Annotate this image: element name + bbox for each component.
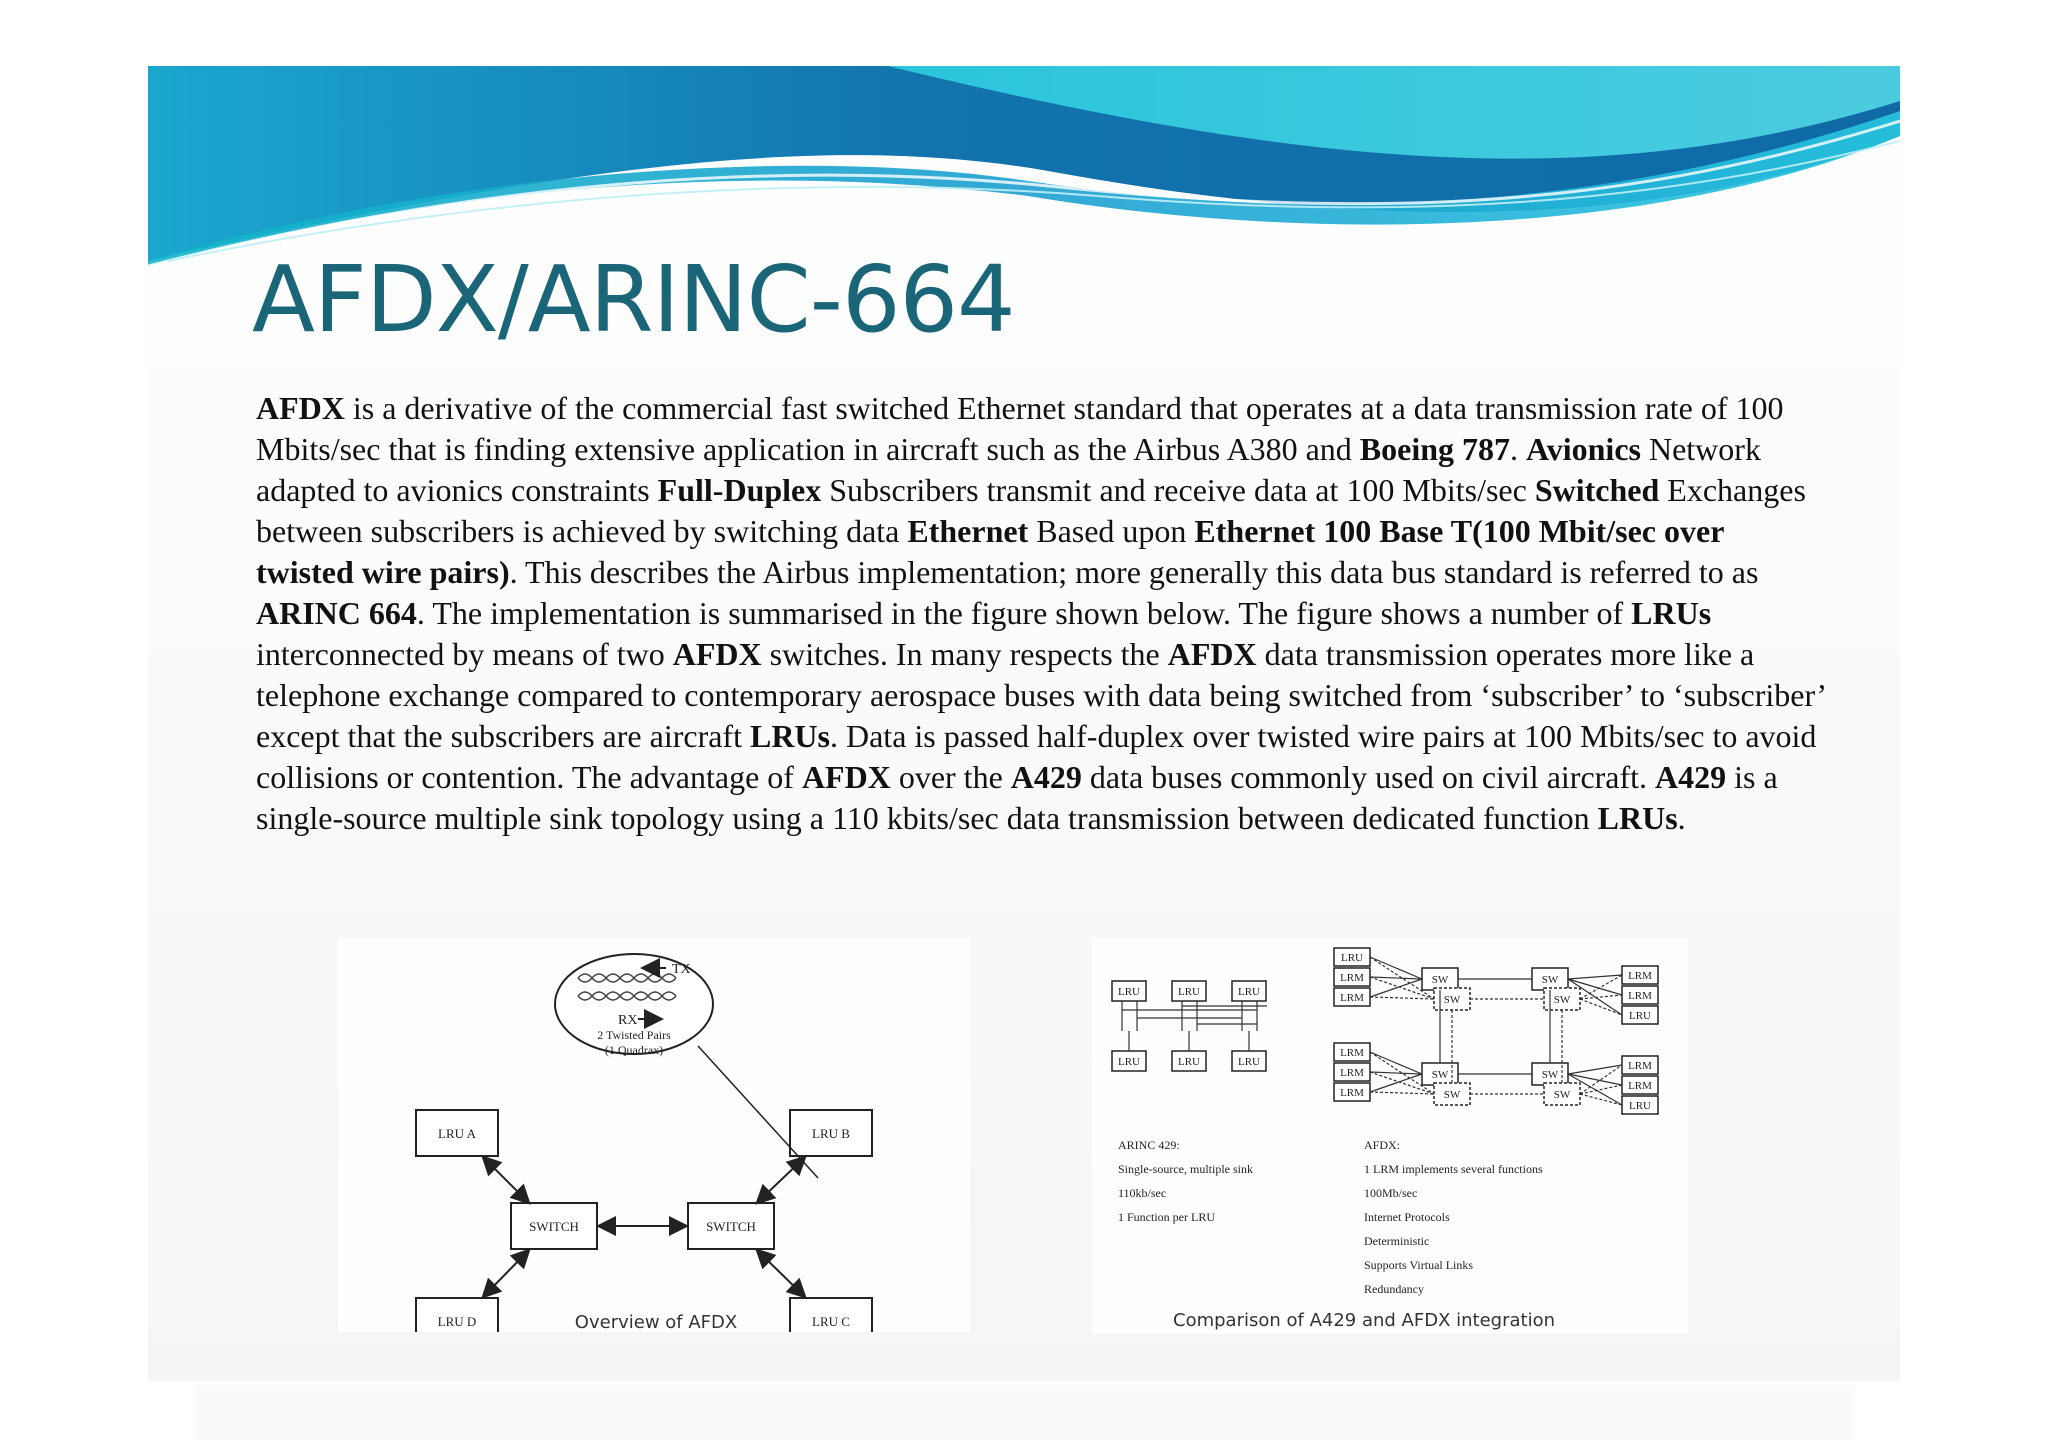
slide-title: AFDX/ARINC-664 (252, 246, 1015, 353)
text-run: Exchanges between subscribers is achieved by switching data (256, 472, 1806, 549)
afdx-left-bottom-lrm-3 (1334, 1083, 1370, 1101)
afdx-line-2: 100Mb/sec (1364, 1186, 1418, 1200)
connector-line (1370, 979, 1422, 997)
svg-text:LRM: LRM (1340, 992, 1364, 1004)
svg-text:LRU: LRU (1341, 952, 1363, 964)
connector-line (1370, 997, 1434, 999)
svg-text:SWITCH: SWITCH (529, 1219, 579, 1234)
svg-text:LRM: LRM (1628, 1060, 1652, 1072)
connector-line (1370, 1074, 1422, 1092)
bold-term: Ethernet (907, 513, 1029, 549)
connector-line (1370, 957, 1422, 979)
arinc-line-1: Single-source, multiple sink (1118, 1162, 1253, 1176)
svg-text:LRM: LRM (1628, 990, 1652, 1002)
afdx-left-bottom-lrm-1 (1334, 1043, 1370, 1061)
svg-text:LRU: LRU (1118, 1056, 1140, 1068)
afdx-line-6: Redundancy (1364, 1282, 1424, 1296)
text-run: Network adapted to avionics constraints (256, 431, 1761, 508)
bold-term: Boeing 787 (1359, 431, 1510, 467)
lru-a (416, 1110, 498, 1156)
afdx-left-top-lru-1 (1334, 948, 1370, 966)
connector-line (1568, 1065, 1622, 1074)
afdx-right-bottom-lru-3 (1622, 1096, 1658, 1114)
svg-text:LRU D: LRU D (437, 1314, 477, 1329)
text-run: data buses commonly used on civil aircraft. (1081, 759, 1656, 795)
connector-line (1370, 1052, 1422, 1074)
svg-text:LRM: LRM (1340, 972, 1364, 984)
bold-term: LRUs (749, 718, 830, 754)
afdx-right-top-lrm-1 (1622, 966, 1658, 984)
svg-text:SW: SW (1431, 1069, 1449, 1081)
svg-text:LRM: LRM (1628, 970, 1652, 982)
switch-left (511, 1203, 597, 1249)
bold-term: LRUs (1631, 595, 1712, 631)
svg-text:LRU B: LRU B (812, 1126, 850, 1141)
arinc-line-2: 110kb/sec (1118, 1186, 1167, 1200)
a429-lru-bottom-3 (1232, 1051, 1266, 1071)
a429-lru-bottom-1 (1112, 1051, 1146, 1071)
afdx-switch-2 (1532, 968, 1568, 990)
svg-text:SW: SW (1431, 974, 1449, 986)
bold-term: LRUs (1597, 800, 1678, 836)
text-run: . (1510, 431, 1526, 467)
lru-b (790, 1110, 872, 1156)
afdx-right-top-lrm-2 (1622, 986, 1658, 1004)
afdx-right-bottom-lrm-2 (1622, 1076, 1658, 1094)
svg-text:SW: SW (1541, 1069, 1559, 1081)
tx-label: TX (672, 962, 691, 977)
afdx-line-1: 1 LRM implements several functions (1364, 1162, 1543, 1176)
svg-text:SW: SW (1553, 1089, 1571, 1101)
slide (148, 66, 1900, 1381)
a429-lru-top-1 (1112, 981, 1146, 1001)
text-run: . Data is passed half-duplex over twisted wire pairs at 100 Mbits/sec to avoid collisions or contention. The advantage of (256, 718, 1817, 795)
a429-lru-top-3 (1232, 981, 1266, 1001)
text-run: is a single-source multiple sink topology using a 110 kbits/sec data transmission between dedicated function (256, 759, 1778, 836)
bold-term: AFDX (801, 759, 891, 795)
svg-text:LRU: LRU (1178, 1056, 1200, 1068)
bold-term: AFDX (1167, 636, 1257, 672)
text-run: is a derivative of the commercial fast switched Ethernet standard that operates at a data transmission rate of 100 Mbits/sec that is finding extensive application in aircraft such as the Airbus A380 and (256, 390, 1784, 467)
connector-line (1370, 1092, 1434, 1094)
page-bottom-shadow (195, 1385, 1855, 1440)
svg-text:LRU: LRU (1238, 986, 1260, 998)
svg-text:LRU A: LRU A (438, 1126, 476, 1141)
arinc-line-3: 1 Function per LRU (1118, 1210, 1215, 1224)
body-paragraph (256, 388, 1826, 839)
afdx-title: AFDX: (1364, 1138, 1401, 1152)
figure-right-caption: Comparison of A429 and AFDX integration (1173, 1310, 1555, 1331)
text-run: Subscribers transmit and receive data at 100 Mbits/sec (821, 472, 1535, 508)
svg-text:LRU: LRU (1118, 986, 1140, 998)
figure-left-caption: Overview of AFDX (574, 1312, 738, 1333)
svg-text:LRU: LRU (1629, 1010, 1651, 1022)
afdx-left-bottom-lrm-2 (1334, 1063, 1370, 1081)
svg-text:LRU: LRU (1238, 1056, 1260, 1068)
bold-term: Switched (1534, 472, 1660, 508)
svg-text:LRU: LRU (1629, 1100, 1651, 1112)
afdx-switch-3b (1434, 1083, 1470, 1105)
figure-a429-afdx-comparison (1092, 938, 1688, 1334)
text-run: data transmission operates more like a telephone exchange compared to contemporary aerospace buses with data being switched from ‘subscriber’ to ‘subscriber’ except that the subscribers are aircraft (256, 636, 1825, 754)
connector-line (1568, 975, 1622, 979)
afdx-line-5: Supports Virtual Links (1364, 1258, 1474, 1272)
text-run: Based upon (1028, 513, 1195, 549)
figure-afdx-overview (338, 938, 970, 1332)
svg-text:LRM: LRM (1340, 1047, 1364, 1059)
rx-label: RX (618, 1013, 638, 1028)
a429-lru-bottom-2 (1172, 1051, 1206, 1071)
afdx-right-bottom-lrm-1 (1622, 1056, 1658, 1074)
connector-line (1370, 1072, 1422, 1074)
afdx-switch-4b (1544, 1083, 1580, 1105)
switch-right (688, 1203, 774, 1249)
arinc-title: ARINC 429: (1118, 1138, 1180, 1152)
svg-text:LRU C: LRU C (812, 1314, 850, 1329)
svg-text:SW: SW (1541, 974, 1559, 986)
twisted-pairs-label: 2 Twisted Pairs (597, 1028, 671, 1042)
text-run: switches. In many respects the (761, 636, 1168, 672)
afdx-left-top-lrm-2 (1334, 968, 1370, 986)
bold-term: Full-Duplex (657, 472, 822, 508)
svg-text:SW: SW (1553, 994, 1571, 1006)
bold-term: AFDX (256, 390, 345, 426)
text-run: . (1677, 800, 1686, 836)
a429-lru-top-2 (1172, 981, 1206, 1001)
header-wave-decoration (148, 66, 1900, 266)
svg-text:LRM: LRM (1340, 1067, 1364, 1079)
svg-text:SWITCH: SWITCH (706, 1219, 756, 1234)
bold-term: A429 (1010, 759, 1082, 795)
svg-text:LRU: LRU (1178, 986, 1200, 998)
connector-line (1370, 977, 1422, 979)
text-run: . This describes the Airbus implementation; more generally this data bus standard is referred to as (509, 554, 1759, 590)
connector-line (1580, 1094, 1622, 1105)
bold-term: AFDX (672, 636, 762, 672)
text-run: over the (890, 759, 1011, 795)
svg-text:SW: SW (1443, 994, 1461, 1006)
afdx-left-top-lrm-3 (1334, 988, 1370, 1006)
bold-term: Ethernet 100 Base T(100 Mbit/sec over twisted wire pairs) (256, 513, 1724, 590)
afdx-line-4: Deterministic (1364, 1234, 1430, 1248)
bold-term: ARINC 664 (256, 595, 417, 631)
text-run: . The implementation is summarised in the figure shown below. The figure shows a number of (416, 595, 1632, 631)
svg-text:LRM: LRM (1628, 1080, 1652, 1092)
quadrax-label: (1 Quadrax) (604, 1043, 664, 1057)
afdx-switch-1 (1422, 968, 1458, 990)
afdx-line-3: Internet Protocols (1364, 1210, 1450, 1224)
bold-term: Avionics (1526, 431, 1641, 467)
bold-term: A429 (1655, 759, 1727, 795)
text-run: interconnected by means of two (256, 636, 673, 672)
svg-text:LRM: LRM (1340, 1087, 1364, 1099)
svg-text:SW: SW (1443, 1089, 1461, 1101)
afdx-right-top-lru-3 (1622, 1006, 1658, 1024)
